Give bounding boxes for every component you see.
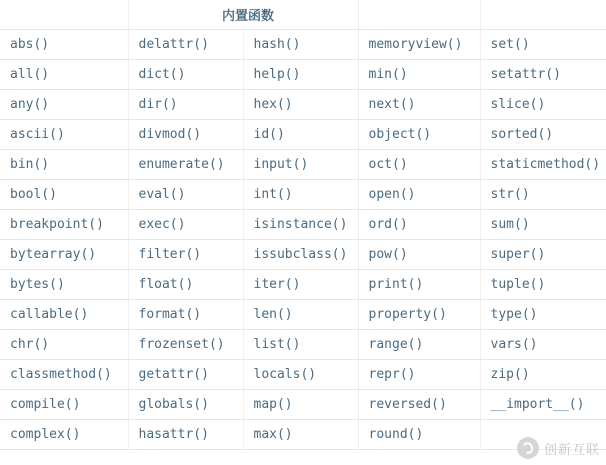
builtin-function-link[interactable]: hasattr() <box>128 420 243 450</box>
builtin-function-link[interactable]: list() <box>243 330 358 360</box>
builtin-function-link[interactable]: filter() <box>128 240 243 270</box>
leaf-logo-icon <box>517 437 539 459</box>
builtin-function-link[interactable]: compile() <box>0 390 128 420</box>
builtin-function-link[interactable]: bytes() <box>0 270 128 300</box>
table-row <box>0 270 606 300</box>
table-row <box>0 360 606 390</box>
builtin-function-link[interactable]: __import__() <box>480 390 606 420</box>
table-row <box>0 90 606 120</box>
builtin-function-link[interactable]: all() <box>0 60 128 90</box>
builtin-function-link[interactable]: locals() <box>243 360 358 390</box>
table-header-row <box>0 0 606 30</box>
builtin-function-link[interactable]: ord() <box>358 210 480 240</box>
builtin-function-link[interactable]: iter() <box>243 270 358 300</box>
builtin-function-link[interactable]: reversed() <box>358 390 480 420</box>
builtin-function-link[interactable]: breakpoint() <box>0 210 128 240</box>
builtin-function-link[interactable]: open() <box>358 180 480 210</box>
builtin-function-link[interactable]: sum() <box>480 210 606 240</box>
builtin-function-link[interactable]: classmethod() <box>0 360 128 390</box>
builtin-function-link[interactable]: abs() <box>0 30 128 60</box>
builtin-function-link[interactable]: id() <box>243 120 358 150</box>
builtin-function-link[interactable]: int() <box>243 180 358 210</box>
builtin-function-link[interactable]: type() <box>480 300 606 330</box>
watermark <box>517 437 600 459</box>
builtin-function-link[interactable]: repr() <box>358 360 480 390</box>
page-title: 内置函数 <box>128 0 358 30</box>
builtin-function-link[interactable]: oct() <box>358 150 480 180</box>
builtin-function-link[interactable]: divmod() <box>128 120 243 150</box>
builtin-function-link[interactable]: tuple() <box>480 270 606 300</box>
builtin-function-link[interactable]: delattr() <box>128 30 243 60</box>
builtin-function-link[interactable]: next() <box>358 90 480 120</box>
builtin-function-link[interactable]: staticmethod() <box>480 150 606 180</box>
builtin-function-link[interactable]: dir() <box>128 90 243 120</box>
table-row <box>0 300 606 330</box>
builtin-function-link[interactable]: setattr() <box>480 60 606 90</box>
builtin-function-link[interactable]: frozenset() <box>128 330 243 360</box>
builtin-function-link[interactable]: hash() <box>243 30 358 60</box>
table-row <box>0 240 606 270</box>
builtin-function-link[interactable]: bool() <box>0 180 128 210</box>
table-row <box>0 120 606 150</box>
builtin-function-link[interactable]: set() <box>480 30 606 60</box>
builtin-function-link[interactable]: sorted() <box>480 120 606 150</box>
table-row <box>0 60 606 90</box>
builtin-function-link[interactable]: float() <box>128 270 243 300</box>
builtin-function-link[interactable]: issubclass() <box>243 240 358 270</box>
header-spacer-right-1 <box>358 0 480 30</box>
builtin-function-link[interactable]: pow() <box>358 240 480 270</box>
builtin-function-link[interactable]: exec() <box>128 210 243 240</box>
builtin-function-link[interactable]: round() <box>358 420 480 450</box>
table-row <box>0 180 606 210</box>
builtin-function-link[interactable]: max() <box>243 420 358 450</box>
builtin-function-link[interactable]: dict() <box>128 60 243 90</box>
builtin-function-link[interactable]: object() <box>358 120 480 150</box>
builtin-function-link[interactable]: format() <box>128 300 243 330</box>
builtin-function-link[interactable]: any() <box>0 90 128 120</box>
builtin-function-link[interactable]: chr() <box>0 330 128 360</box>
builtin-function-link[interactable]: bin() <box>0 150 128 180</box>
table-row <box>0 30 606 60</box>
table-row <box>0 420 606 450</box>
builtin-function-link[interactable]: callable() <box>0 300 128 330</box>
builtin-function-link[interactable]: min() <box>358 60 480 90</box>
builtin-function-link[interactable]: range() <box>358 330 480 360</box>
watermark-label: 创新互联 <box>543 442 600 458</box>
builtin-function-link[interactable]: ascii() <box>0 120 128 150</box>
builtin-function-link[interactable]: complex() <box>0 420 128 450</box>
builtin-function-link[interactable]: input() <box>243 150 358 180</box>
builtin-function-link[interactable]: str() <box>480 180 606 210</box>
builtin-function-link[interactable]: memoryview() <box>358 30 480 60</box>
builtin-function-link[interactable]: super() <box>480 240 606 270</box>
builtin-function-link[interactable]: eval() <box>128 180 243 210</box>
builtin-function-link[interactable]: globals() <box>128 390 243 420</box>
builtin-function-link[interactable]: hex() <box>243 90 358 120</box>
builtin-function-link[interactable]: print() <box>358 270 480 300</box>
table-row <box>0 390 606 420</box>
table-row <box>0 210 606 240</box>
builtin-function-link[interactable]: getattr() <box>128 360 243 390</box>
builtin-function-link[interactable]: enumerate() <box>128 150 243 180</box>
builtin-function-link[interactable]: help() <box>243 60 358 90</box>
builtin-function-link[interactable]: len() <box>243 300 358 330</box>
builtin-function-link[interactable]: isinstance() <box>243 210 358 240</box>
builtin-function-link[interactable]: zip() <box>480 360 606 390</box>
header-spacer-right-2 <box>480 0 606 30</box>
builtin-function-link[interactable]: bytearray() <box>0 240 128 270</box>
builtin-function-link[interactable]: vars() <box>480 330 606 360</box>
header-spacer-left <box>0 0 128 30</box>
table-row <box>0 330 606 360</box>
builtin-function-link[interactable]: slice() <box>480 90 606 120</box>
table-row <box>0 150 606 180</box>
builtin-function-link[interactable]: map() <box>243 390 358 420</box>
builtin-function-link[interactable]: property() <box>358 300 480 330</box>
